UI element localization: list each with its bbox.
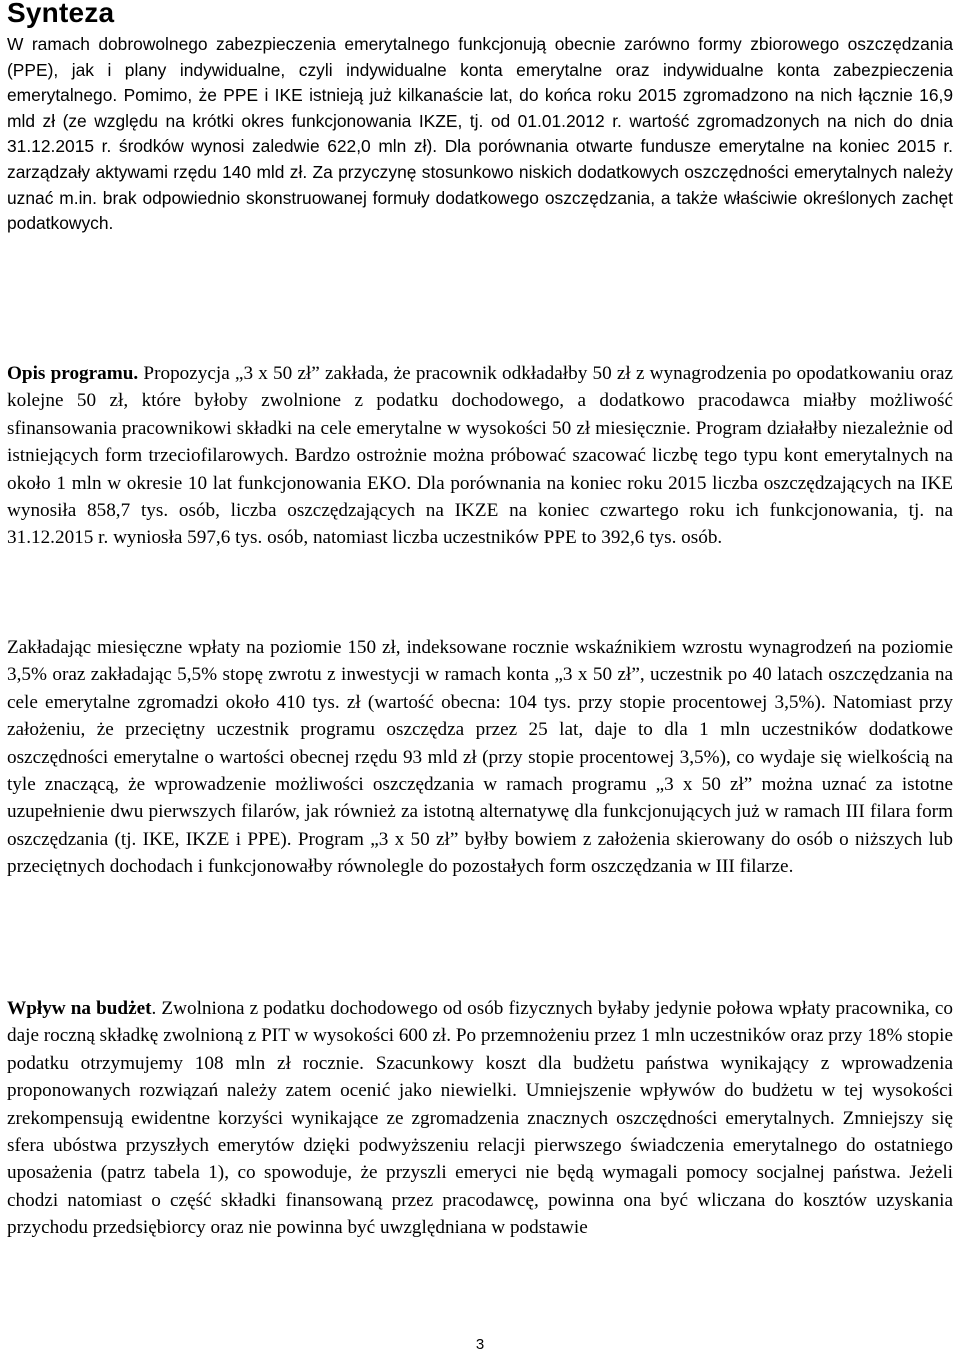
paragraph-budget-impact bbox=[7, 995, 953, 1242]
paragraph-savings-estimate: Zakładając miesięczne wpłaty na poziomie 150 zł, indeksowane rocznie wskaźnikiem wzrostu wynagrodzeń na poziomie 3,5% oraz zakładając 5,5% stopę zwrotu z inwestycji w ramach konta „3 x 50 zł”, uczestnik po 40 latach oszczędzania na cele emerytalne zgromadzi około 410 tys. zł (wartość obecna: 104 tys. przy stopie procentowej 3,5%). Natomiast przy założeniu, że przeciętny uczestnik programu oszczędza przez 25 lat, daje to dla 1 mln uczestników dodatkowe oszczędności emerytalne o wartości obecnej rzędu 93 mld zł (przy stopie procentowej 3,5%), co wydaje się wielkością na tyle znaczącą, że wprowadzenie możliwości oszczędzania w ramach programu „3 x 50 zł” można uznać za istotne uzupełnienie dwu pierwszych filarów, jak również za istotną alternatywę dla funkcjonujących już w ramach III filara form oszczędzania (tj. IKE, IKZE i PPE). Program „3 x 50 zł” byłby bowiem z założenia skierowany do osób o niższych lub przeciętnych dochodach i funkcjonowałby równolegle do pozostałych form oszczędzania w III filarze. bbox=[7, 637, 953, 878]
section-title: Synteza bbox=[7, 0, 115, 28]
program-description-heading: Opis programu. bbox=[7, 363, 139, 384]
program-description-text: Propozycja „3 x 50 zł” zakłada, że pracownik odkładałby 50 zł z wynagrodzenia po opodatkowaniu oraz kolejne 50 zł, które byłoby zwolnione z podatku dochodowego, a dodatkowo pracodawca miałby możliwość sfinansowania pracownikowi składki na cele emerytalne w wysokości 50 zł miesięcznie. Program działałby niezależnie od istniejących form trzeciofilarowych. Bardzo ostrożnie można próbować szacować liczbę tego typu kont emerytalnych na około 1 mln w okresie 10 lat funkcjonowania EKO. Dla porównania na koniec roku 2015 liczba oszczędzających na IKE wynosiła 858,7 tys. osób, liczba oszczędzających na IKZE na koniec czwartego roku ich funkcjonowania, tj. na 31.12.2015 r. wyniosła 597,6 tys. osób, natomiast liczba uczestników PPE to 392,6 tys. osób. bbox=[7, 363, 953, 549]
paragraph-program-description bbox=[7, 360, 953, 552]
budget-impact-heading: Wpływ na budżet bbox=[7, 998, 152, 1019]
paragraph-summary: W ramach dobrowolnego zabezpieczenia emerytalnego funkcjonują obecnie zarówno formy zbiorowego oszczędzania (PPE), jak i plany indywidualne, czyli indywidualne konta emerytalne oraz indywidualne konta zabezpieczenia emerytalnego. Pomimo, że PPE i IKE istnieją już kilkanaście lat, do końca roku 2015 zgromadzono na nich łącznie 16,9 mld zł (ze względu na krótki okres funkcjonowania IKZE, tj. od 01.01.2012 r. wartość zgromadzonych na nich do dnia 31.12.2015 r. środków wynosi zaledwie 622,0 mln zł). Dla porównania otwarte fundusze emerytalne na koniec 2015 r. zarządzały aktywami rzędu 140 mld zł. Za przyczynę stosunkowo niskich dodatkowych oszczędności emerytalnych należy uznać m.in. brak odpowiednio skonstruowanej formuły dodatkowego oszczędzania, a także właściwie określonych zachęt podatkowych. bbox=[7, 34, 953, 234]
budget-impact-text: . Zwolniona z podatku dochodowego od osób fizycznych byłaby jedynie połowa wpłaty pracownika, co daje roczną składkę zwolnioną z PIT w wysokości 600 zł. Po przemnożeniu przez 1 mln uczestników oraz przy 18% stopie podatku otrzymujemy 108 mln zł rocznie. Szacunkowy koszt dla budżetu państwa wynikający z wprowadzenia proponowanych rozwiązań należy zatem ocenić jako niewielki. Umniejszenie wpływów do budżetu w tej wysokości zrekompensują ewidentne korzyści wynikające ze zgromadzenia znacznych oszczędności emerytalnych. Zmniejszy się sfera ubóstwa przyszłych emerytów dzięki podwyższeniu relacji pierwszego świadczenia emerytalnego do ostatniego uposażenia (patrz tabela 1), co spowoduje, że przyszli emeryci nie będą wymagali pomocy socjalnej państwa. Jeżeli chodzi natomiast o część składki finansowaną przez pracodawcę, powinna ona być wliczana do kosztów uzyskania przychodu przedsiębiorcy oraz nie powinna być uwzględniana w podstawie bbox=[7, 998, 954, 1239]
page-number: 3 bbox=[475, 1336, 485, 1353]
